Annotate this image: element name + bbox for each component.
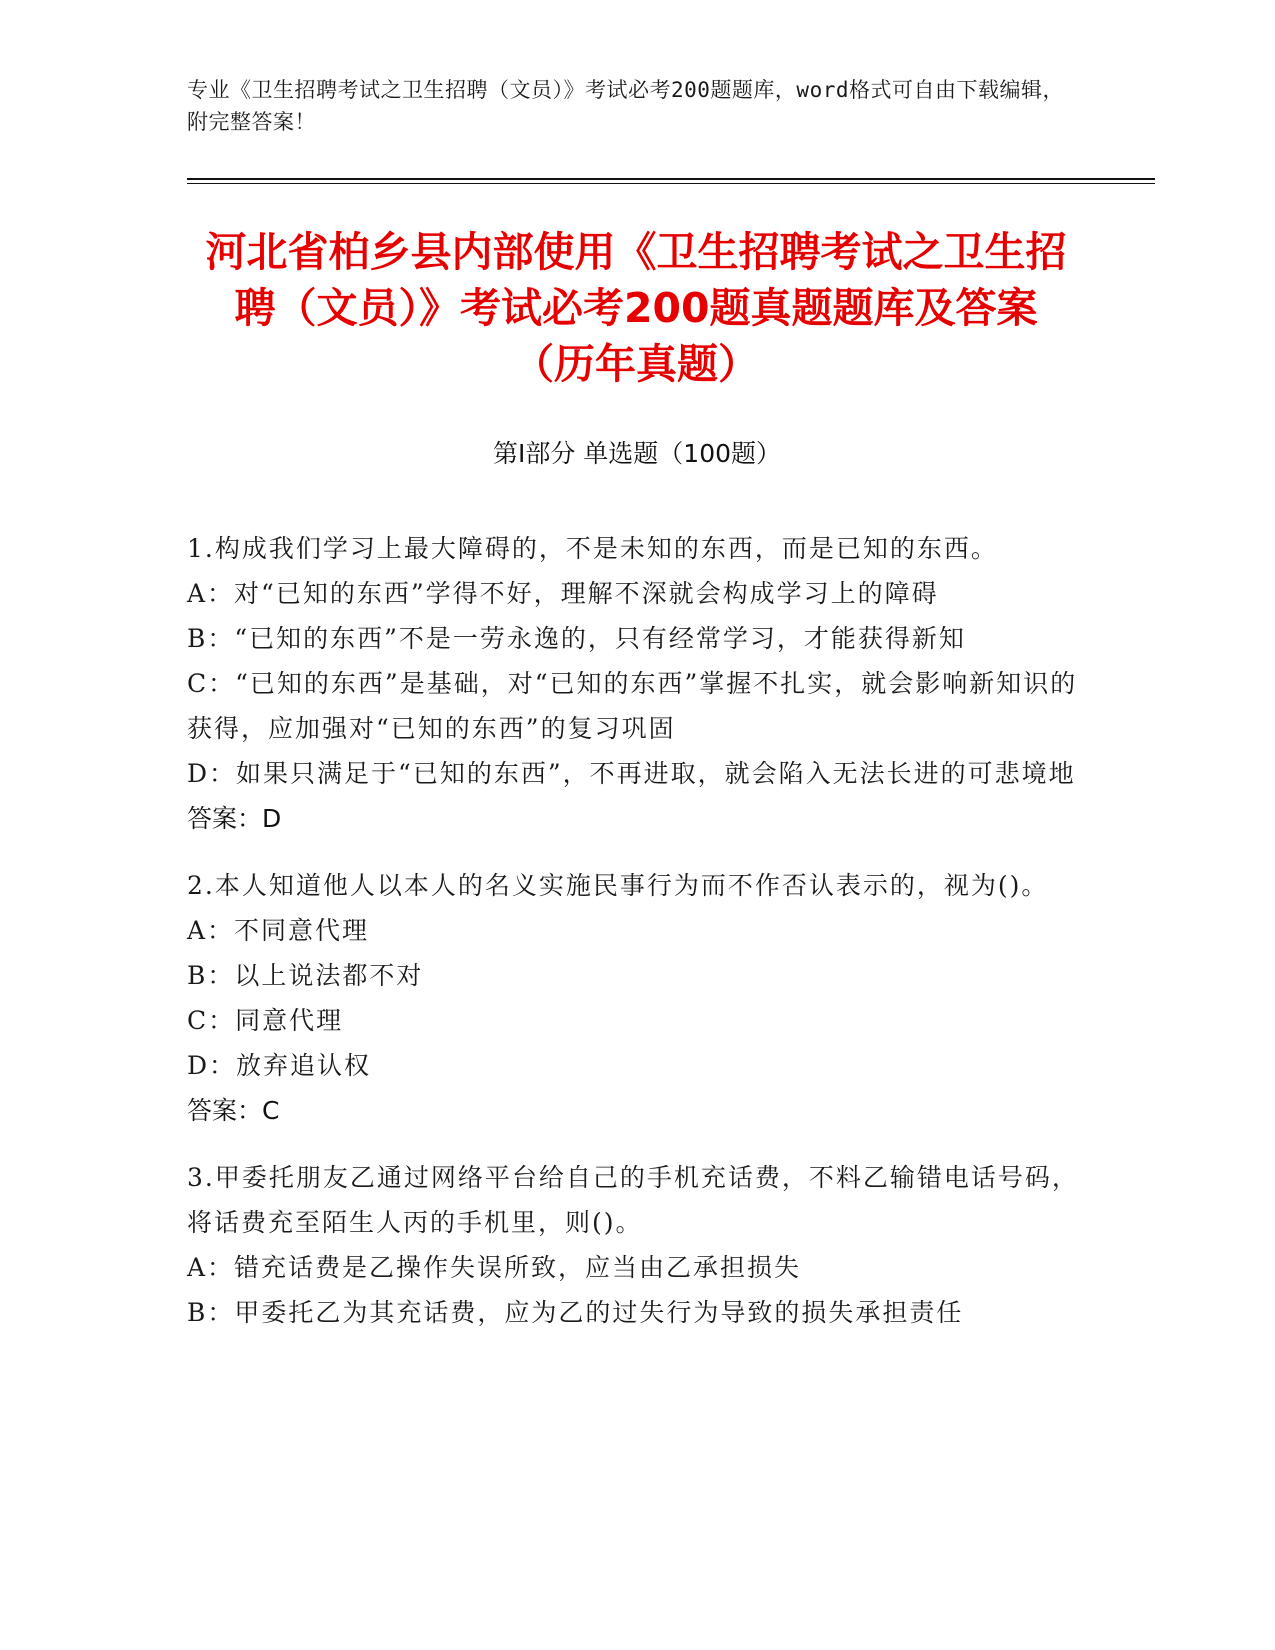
option-a: A：对“已知的东西”学得不好，理解不深就会构成学习上的障碍 — [187, 579, 939, 608]
question-item — [187, 1155, 1087, 1335]
option-d: D：放弃追认权 — [187, 1051, 372, 1080]
header-divider-thin — [187, 183, 1155, 184]
question-list — [187, 526, 1087, 1357]
option-a: A：错充话费是乙操作失误所致，应当由乙承担损失 — [187, 1253, 802, 1282]
option-b: B：“已知的东西”不是一劳永逸的，只有经常学习，才能获得新知 — [187, 624, 966, 653]
answer-line: 答案：C — [187, 1096, 280, 1125]
option-b: B：以上说法都不对 — [187, 961, 424, 990]
document-title: 河北省柏乡县内部使用《卫生招聘考试之卫生招聘（文员）》考试必考200题真题题库及答案（历年真题） — [205, 228, 1067, 388]
option-c: C：“已知的东西”是基础，对“已知的东西”掌握不扎实，就会影响新知识的获得，应加强对“已知的东西”的复习巩固 — [187, 669, 1078, 743]
question-stem: 2.本人知道他人以本人的名义实施民事行为而不作否认表示的，视为()。 — [187, 871, 1049, 900]
header-note: 专业《卫生招聘考试之卫生招聘（文员）》考试必考200题题库，word格式可自由下载编辑，附完整答案！ — [187, 78, 1064, 134]
header-divider-thick — [187, 178, 1155, 180]
option-c: C：同意代理 — [187, 1006, 344, 1035]
option-a: A：不同意代理 — [187, 916, 370, 945]
option-d: D：如果只满足于“已知的东西”，不再进取，就会陷入无法长进的可悲境地 — [187, 759, 1076, 788]
section-heading: 第I部分 单选题（100题） — [492, 439, 782, 468]
option-b: B：甲委托乙为其充话费，应为乙的过失行为导致的损失承担责任 — [187, 1298, 964, 1327]
question-item — [187, 526, 1087, 841]
question-item — [187, 863, 1087, 1133]
answer-line: 答案：D — [187, 804, 282, 833]
question-stem: 3.甲委托朋友乙通过网络平台给自己的手机充话费，不料乙输错电话号码，将话费充至陌生人丙的手机里，则()。 — [187, 1163, 1079, 1237]
question-stem: 1.构成我们学习上最大障碍的，不是未知的东西，而是已知的东西。 — [187, 534, 998, 563]
